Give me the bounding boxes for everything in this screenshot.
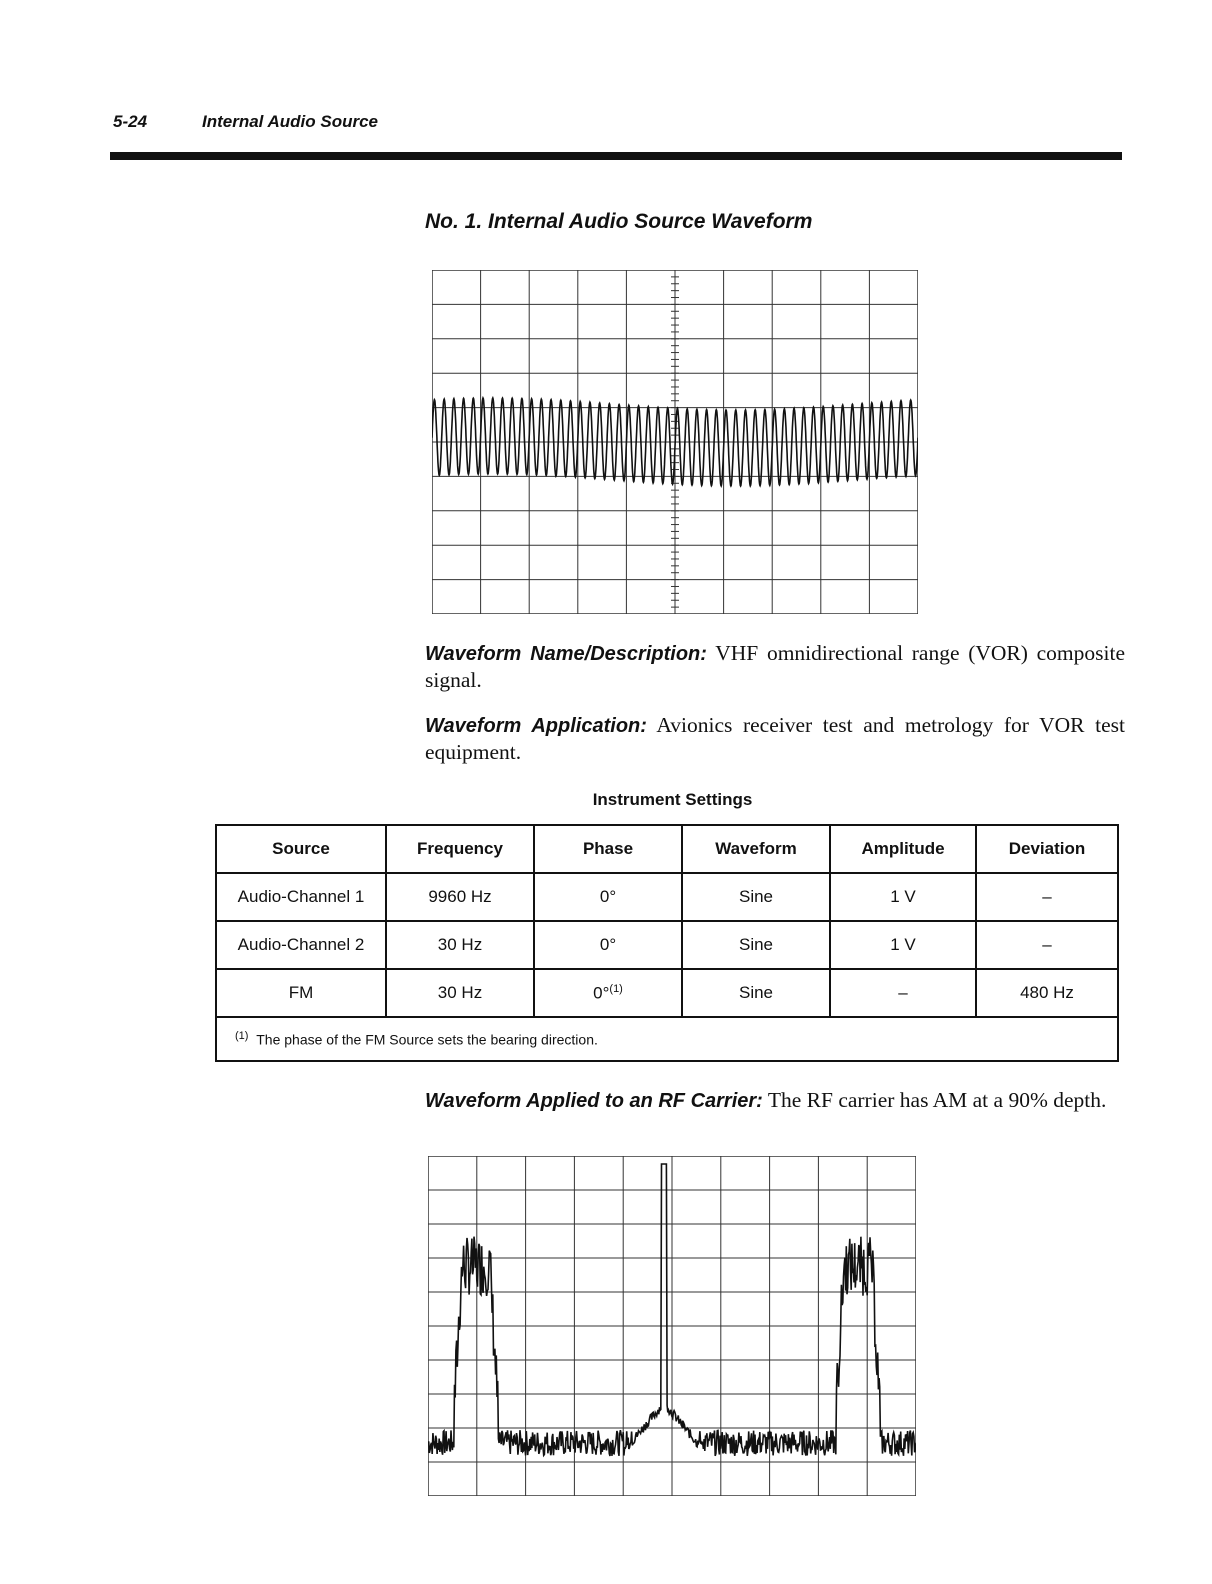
waveform-application-text: Avionics receiver test and metrology for VOR test equipment. <box>425 713 1125 764</box>
waveform-application-label: Waveform Application: <box>425 715 647 737</box>
table-row <box>216 873 1118 921</box>
table-row <box>216 921 1118 969</box>
table-cell: 9960 Hz <box>386 873 534 921</box>
column-header: Waveform <box>682 825 830 873</box>
table-cell: 480 Hz <box>976 969 1118 1017</box>
table-cell: 1 V <box>830 873 976 921</box>
waveform-name-label: Waveform Name/Description: <box>425 643 707 665</box>
waveform-application <box>425 712 1125 765</box>
table-cell: FM <box>216 969 386 1017</box>
waveform-name-text: VHF omnidirectional range (VOR) composite signal. <box>425 641 1125 692</box>
instrument-settings-table <box>215 824 1119 1062</box>
time-domain-waveform-plot <box>432 270 918 614</box>
header-rule <box>110 152 1122 160</box>
carrier-text: The RF carrier has AM at a 90% depth. <box>767 1088 1107 1112</box>
instrument-settings-caption: Instrument Settings <box>592 790 753 809</box>
column-header: Amplitude <box>830 825 976 873</box>
table-footnote <box>216 1017 1118 1061</box>
footnote-marker: (1) <box>235 1030 249 1043</box>
figure-title: No. 1. Internal Audio Source Waveform <box>425 210 813 233</box>
section-title: Internal Audio Source <box>202 112 379 131</box>
carrier-description <box>425 1087 1125 1114</box>
carrier-label: Waveform Applied to an RF Carrier: <box>425 1090 763 1112</box>
column-header: Deviation <box>976 825 1118 873</box>
table-cell: Sine <box>682 921 830 969</box>
table-cell: – <box>976 873 1118 921</box>
column-header: Phase <box>534 825 682 873</box>
footnote-text: The phase of the FM Source sets the bearing direction. <box>256 1031 598 1048</box>
column-header: Source <box>216 825 386 873</box>
column-header: Frequency <box>386 825 534 873</box>
table-cell: 0° <box>534 921 682 969</box>
table-cell: 30 Hz <box>386 969 534 1017</box>
table-cell: Sine <box>682 969 830 1017</box>
table-cell: 0° <box>534 873 682 921</box>
spectrum-grid <box>428 1156 916 1496</box>
table-cell: Sine <box>682 873 830 921</box>
table-cell: Audio-Channel 2 <box>216 921 386 969</box>
table-row <box>216 969 1118 1017</box>
table-cell: 1 V <box>830 921 976 969</box>
fm-phase-value: 0° <box>593 983 610 1003</box>
fm-phase-note-marker: (1) <box>609 982 623 995</box>
table-cell <box>534 969 682 1017</box>
table-cell: – <box>976 921 1118 969</box>
table-header-row <box>216 825 1118 873</box>
table-cell: Audio-Channel 1 <box>216 873 386 921</box>
table-cell: 30 Hz <box>386 921 534 969</box>
waveform-name-description <box>425 640 1125 693</box>
table-cell: – <box>830 969 976 1017</box>
rf-spectrum-plot <box>428 1156 916 1496</box>
table-footnote-row <box>216 1017 1118 1061</box>
page-number: 5-24 <box>113 112 148 131</box>
